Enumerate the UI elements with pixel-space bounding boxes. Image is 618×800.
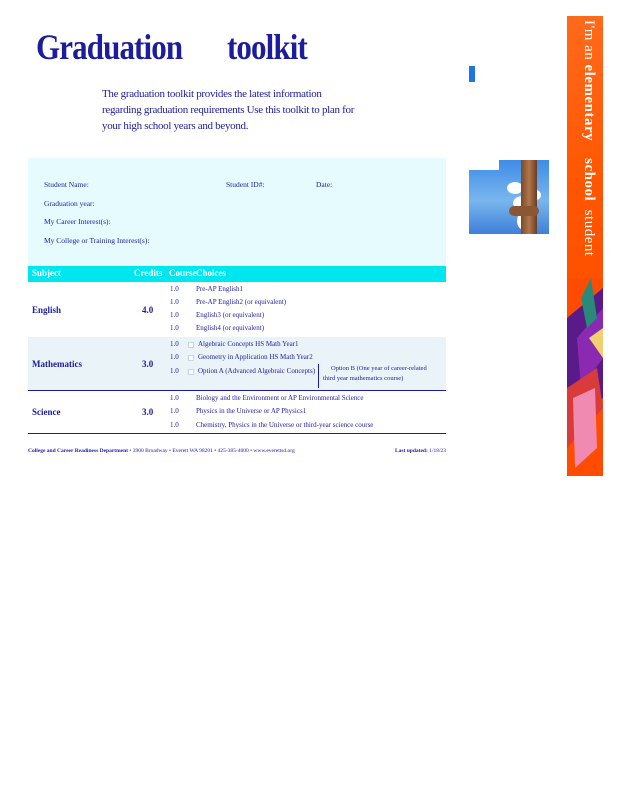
row-credit: 1.0 bbox=[170, 298, 179, 306]
mathematics-group bbox=[28, 337, 446, 390]
header-subject: Subject bbox=[32, 268, 61, 278]
row-course: Algebraic Concepts HS Math Year1 bbox=[198, 340, 299, 348]
footer bbox=[28, 448, 446, 458]
row-course: English4 (or equivalent) bbox=[196, 324, 265, 332]
credits-science: 3.0 bbox=[142, 407, 154, 417]
banner-part2: elementary bbox=[581, 64, 597, 142]
english-group bbox=[28, 283, 446, 337]
row-course: Pre-AP English2 (or equivalent) bbox=[196, 298, 287, 306]
row-course: Chemistry, Physics in the Universe or third-year science course bbox=[196, 421, 374, 429]
table-row bbox=[28, 419, 446, 432]
student-name-label: Student Name: bbox=[44, 180, 89, 189]
student-info-box bbox=[28, 158, 446, 266]
college-interests-label: My College or Training Interest(s): bbox=[44, 236, 150, 245]
side-banner bbox=[567, 16, 603, 476]
table-row bbox=[28, 296, 446, 309]
row-course: Option A (Advanced Algebraic Concepts) bbox=[198, 367, 316, 375]
science-group bbox=[28, 391, 446, 433]
credits-mathematics: 3.0 bbox=[142, 359, 154, 369]
updated-value: 1/18/23 bbox=[429, 448, 446, 454]
checkbox[interactable] bbox=[188, 369, 194, 375]
banner-part3: school bbox=[581, 158, 597, 202]
row-course: English3 (or equivalent) bbox=[196, 311, 265, 319]
table-row bbox=[28, 322, 446, 335]
row-course: Physics in the Universe or AP Physics1 bbox=[196, 407, 307, 415]
table-row bbox=[28, 351, 446, 364]
row-credit: 1.0 bbox=[170, 353, 179, 361]
row-credit: 1.0 bbox=[170, 394, 179, 402]
header-credits: Credits bbox=[134, 268, 163, 278]
checkbox[interactable] bbox=[188, 342, 194, 348]
checkbox[interactable] bbox=[188, 355, 194, 361]
row-credit: 1.0 bbox=[170, 285, 179, 293]
table-row bbox=[28, 405, 446, 418]
option-b-cell bbox=[318, 364, 444, 388]
table-header bbox=[28, 266, 446, 282]
table-row bbox=[28, 392, 446, 405]
table-row bbox=[28, 338, 446, 351]
sky-photo bbox=[469, 160, 565, 234]
updated-label: Last updated: bbox=[394, 448, 428, 454]
table-row bbox=[28, 283, 446, 296]
intro-paragraph: The graduation toolkit provides the latest information regarding graduation requirements Use this toolkit to plan for your high school years and beyond. bbox=[102, 88, 355, 132]
row-credit: 1.0 bbox=[170, 340, 179, 348]
divider bbox=[28, 433, 446, 434]
row-credit: 1.0 bbox=[170, 311, 179, 319]
row-credit: 1.0 bbox=[170, 367, 179, 375]
career-interests-label: My Career Interest(s): bbox=[44, 217, 111, 226]
subject-science: Science bbox=[32, 407, 61, 417]
banner-artwork bbox=[567, 278, 603, 476]
option-b-line1: Option B (One year of career-related bbox=[331, 365, 427, 372]
banner-text bbox=[580, 20, 597, 257]
row-credit: 1.0 bbox=[170, 324, 179, 332]
subject-english: English bbox=[32, 305, 62, 315]
row-credit: 1.0 bbox=[170, 407, 179, 415]
student-id-label: Student ID#: bbox=[226, 180, 265, 189]
footer-address: • 3900 Broadway • Everett WA 98201 • 425-385-4000 • www.everettsd.org bbox=[129, 448, 295, 454]
header-choices: Choices bbox=[196, 268, 226, 278]
table-row bbox=[28, 309, 446, 322]
title-word-toolkit: toolkit bbox=[226, 27, 307, 67]
page-title bbox=[36, 26, 307, 68]
subject-mathematics: Mathematics bbox=[32, 359, 82, 369]
row-course: Geometry in Application HS Math Year2 bbox=[198, 353, 313, 361]
banner-part1: I'm an bbox=[581, 20, 597, 61]
row-course: Pre-AP English1 bbox=[196, 285, 243, 293]
row-credit: 1.0 bbox=[170, 421, 179, 429]
accent-square bbox=[469, 66, 475, 82]
footer-updated bbox=[395, 448, 446, 454]
date-label: Date: bbox=[316, 180, 333, 189]
banner-part4: student bbox=[581, 209, 597, 257]
header-course: Course bbox=[169, 268, 197, 278]
footer-department: College and Career Readiness Department bbox=[28, 448, 129, 454]
credits-english: 4.0 bbox=[142, 305, 154, 315]
graduation-year-label: Graduation year: bbox=[44, 199, 95, 208]
row-course: Biology and the Environment or AP Environmental Science bbox=[196, 394, 364, 402]
option-b-line2: third year mathematics course) bbox=[323, 375, 404, 382]
title-word-graduation: Graduation bbox=[36, 27, 183, 67]
